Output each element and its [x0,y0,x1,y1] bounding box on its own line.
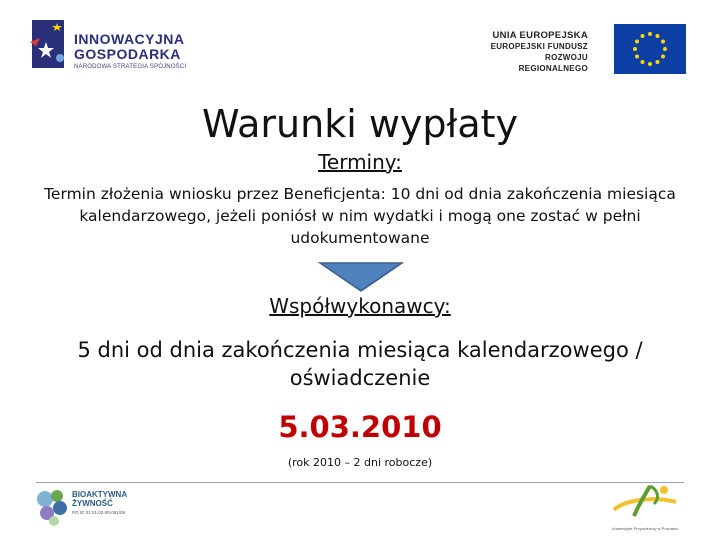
university-emblem-icon [604,480,686,524]
bio-logo-line3: PO IG 01.01.02-00-061/09 [72,510,126,515]
terms-heading: Terminy: [318,150,402,174]
footer-divider [36,482,684,483]
coworkers-deadline-text: 5 dni od dnia zakończenia miesiąca kalendarzowego / oświadczenie [77,338,643,390]
bio-logo-line1: BIOAKTYWNA [72,490,128,499]
university-logo [604,480,686,534]
innowacyjna-gospodarka-logo [30,18,200,74]
eu-logo [478,24,686,74]
coworkers-heading: Współwykonawcy: [269,294,451,318]
down-arrow-icon [318,262,404,292]
payment-date: 5.03.2010 [278,410,442,444]
ig-logo-line2: GOSPODARKA [74,46,181,62]
bioaktywna-zywnosc-logo [34,484,144,534]
slide-title: Warunki wypłaty [201,102,519,146]
bio-logo-line2: ŻYWNOŚĆ [72,499,113,508]
eu-logo-line1: UNIA EUROPEJSKA [492,30,588,41]
beneficiary-deadline-text: Termin złożenia wniosku przez Beneficjenta: 10 dni od dnia zakończenia miesiąca kalendarzowego, jeżeli poniósł w nim wydatki i mogą one zostać w pełni udokumentowane [44,185,676,247]
eu-flag-icon [614,24,686,74]
ig-logo-line3: NARODOWA STRATEGIA SPÓJNOŚCI [74,64,187,70]
bioaktywna-emblem-icon [34,484,70,530]
ig-emblem-icon [30,18,74,74]
ig-logo-line1: INNOWACYJNA [74,31,185,47]
eu-logo-line3: ROZWOJU REGIONALNEGO [518,53,588,73]
university-caption: Uniwersytet Przyrodniczy w Poznaniu [611,526,679,531]
working-days-note: (rok 2010 – 2 dni robocze) [287,456,433,469]
eu-logo-line2: EUROPEJSKI FUNDUSZ [490,42,588,51]
